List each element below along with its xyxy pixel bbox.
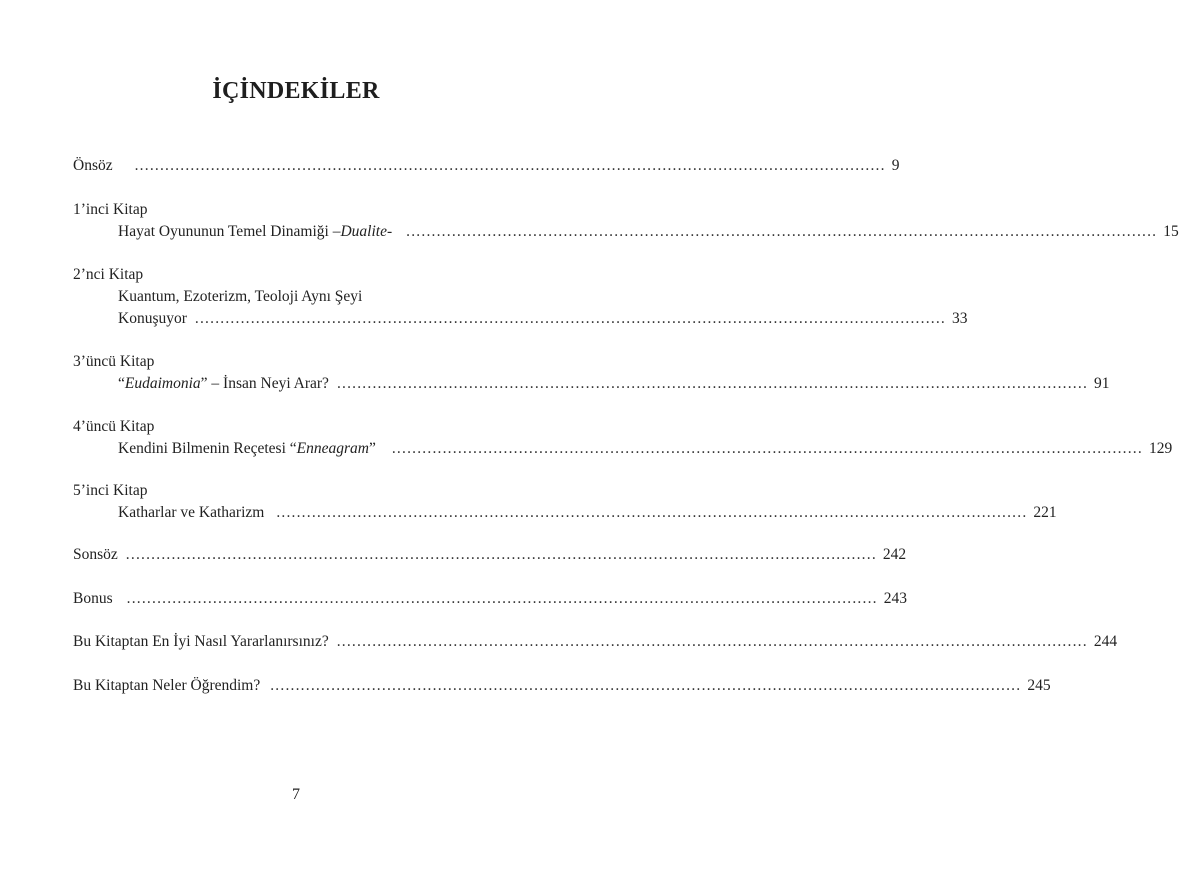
toc-book-heading-5: 5’inci Kitap — [73, 482, 148, 499]
dot-leader: .................................................................................................................................................... — [126, 590, 878, 607]
toc-entry-book1[interactable] — [118, 222, 1179, 242]
toc-page-number: 9 — [891, 157, 900, 174]
toc-entry-label: Katharlar ve Katharizm — [118, 504, 265, 521]
dot-leader: .................................................................................................................................................... — [276, 504, 1028, 521]
toc-entry-label: Önsöz — [73, 157, 113, 174]
dot-leader: .................................................................................................................................................... — [134, 157, 886, 174]
toc-page-number: 33 — [952, 310, 968, 327]
toc-entry-book4[interactable] — [118, 439, 1173, 459]
toc-page-number: 242 — [882, 546, 907, 563]
page-title: İÇİNDEKİLER — [212, 78, 380, 104]
toc-entry-label: Bu Kitaptan Neler Öğrendim? — [73, 677, 261, 694]
toc-entry-label: Bu Kitaptan En İyi Nasıl Yararlanırsınız? — [73, 633, 329, 650]
toc-entry-label: Kendini Bilmenin Reçetesi “Enneagram” — [118, 440, 376, 457]
toc-entry-ogrendim[interactable] — [73, 676, 1051, 696]
toc-book-heading-4: 4’üncü Kitap — [73, 418, 155, 435]
toc-page-number: 243 — [883, 590, 907, 607]
toc-book-heading-2: 2’nci Kitap — [73, 266, 144, 283]
toc-entry-book2[interactable] — [118, 309, 968, 329]
toc-entry-label: Hayat Oyununun Temel Dinamiği –Dualite- — [118, 223, 393, 240]
dot-leader: .................................................................................................................................................... — [194, 310, 946, 327]
toc-page-number: 91 — [1094, 375, 1110, 392]
toc-entry-book2-line1: Kuantum, Ezoterizm, Teoloji Aynı Şeyi — [118, 288, 363, 305]
toc-book-heading-1: 1’inci Kitap — [73, 201, 148, 218]
toc-entry-book5[interactable] — [118, 503, 1057, 523]
dot-leader: .................................................................................................................................................... — [336, 633, 1088, 650]
toc-entry-book3[interactable] — [118, 374, 1110, 394]
toc-entry-yararlanma[interactable] — [73, 632, 1118, 652]
toc-entry-sonsoz[interactable] — [73, 545, 907, 565]
dot-leader: .................................................................................................................................................... — [270, 677, 1022, 694]
toc-entry-label: Konuşuyor — [118, 310, 187, 327]
toc-entry-label: Bonus — [73, 590, 113, 607]
toc-entry-bonus[interactable] — [73, 589, 907, 609]
toc-page-number: 221 — [1033, 504, 1057, 521]
dot-leader: .................................................................................................................................................... — [125, 546, 877, 563]
toc-page-number: 129 — [1148, 440, 1173, 457]
toc-page-number: 245 — [1027, 677, 1051, 694]
dot-leader: .................................................................................................................................................... — [336, 375, 1089, 392]
toc-entry-label: Sonsöz — [73, 546, 118, 563]
page-number-folio: 7 — [292, 786, 300, 803]
toc-page-number: 15 — [1163, 223, 1179, 240]
toc-entry-onsoz[interactable] — [73, 156, 900, 176]
dot-leader: .................................................................................................................................................... — [391, 440, 1143, 457]
dot-leader: .................................................................................................................................................... — [406, 223, 1158, 240]
toc-page-number: 244 — [1093, 633, 1118, 650]
toc-entry-label: “Eudaimonia” – İnsan Neyi Arar? — [118, 375, 329, 392]
toc-book-heading-3: 3’üncü Kitap — [73, 353, 155, 370]
